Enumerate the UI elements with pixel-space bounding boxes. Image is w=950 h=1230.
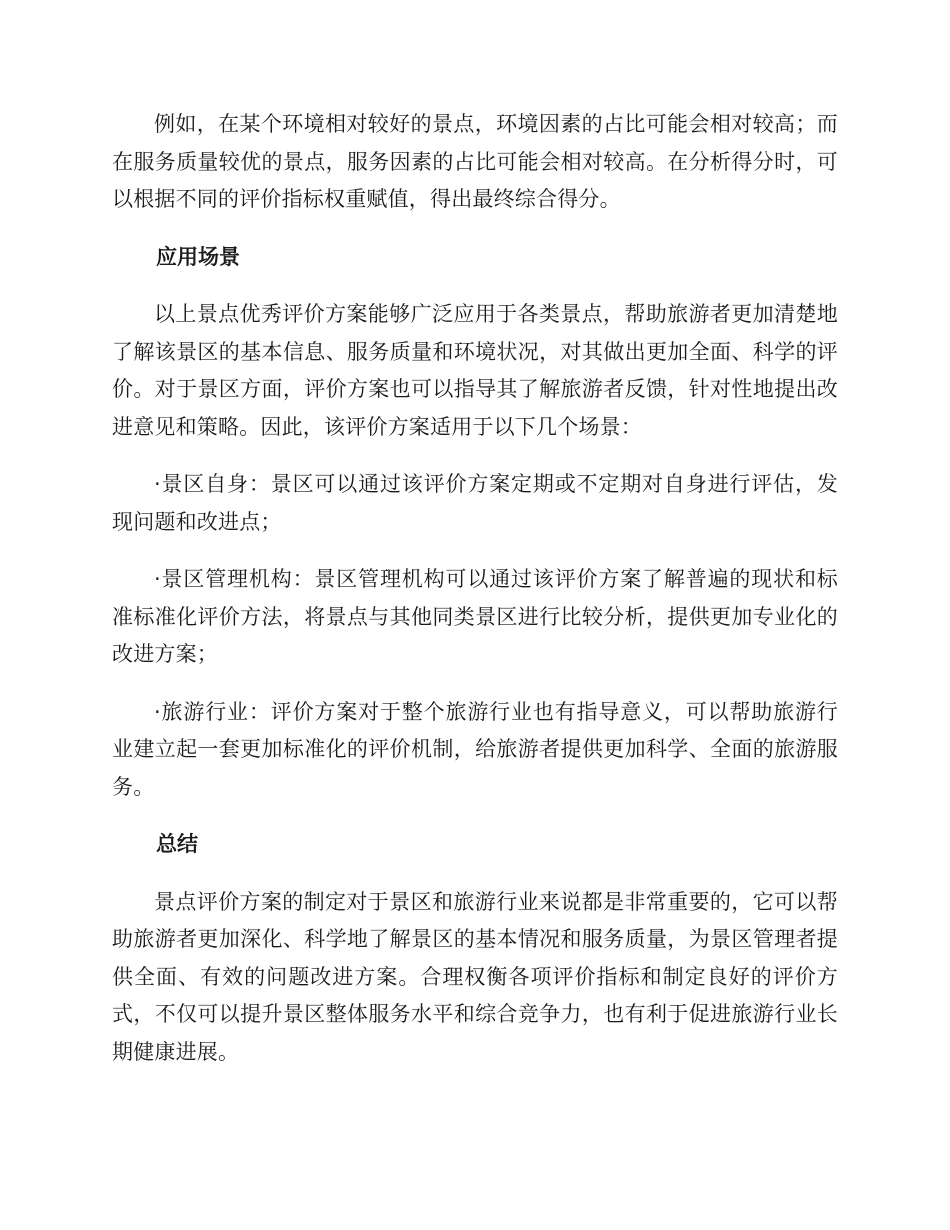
summary-paragraph: 景点评价方案的制定对于景区和旅游行业来说都是非常重要的，它可以帮助旅游者更加深化、科学地了解景区的基本情况和服务质量，为景区管理者提供全面、有效的问题改进方案。合理权衡各项评价指标和制定良好的评价方式，不仅可以提升景区整体服务水平和综合竞争力，也有利于促进旅游行业长期健康进展。 <box>112 889 838 1064</box>
list-item <box>112 694 838 807</box>
section-heading-summary: 总结 <box>156 832 198 856</box>
list-item-text: 旅游行业：评价方案对于整个旅游行业也有指导意义，可以帮助旅游行业建立起一套更加标准化的评价机制，给旅游者提供更加科学、全面的旅游服务。 <box>112 699 838 799</box>
application-paragraph: 以上景点优秀评价方案能够广泛应用于各类景点，帮助旅游者更加清楚地了解该景区的基本信息、服务质量和环境状况，对其做出更加全面、科学的评价。对于景区方面，评价方案也可以指导其了解旅游者反馈，针对性地提出改进意见和策略。因此，该评价方案适用于以下几个场景： <box>112 302 838 439</box>
intro-paragraph: 例如，在某个环境相对较好的景点，环境因素的占比可能会相对较高；而在服务质量较优的景点，服务因素的占比可能会相对较高。在分析得分时，可以根据不同的评价指标权重赋值，得出最终综合得分。 <box>112 112 838 211</box>
bullet-marker: · <box>154 699 161 724</box>
bullet-marker: · <box>154 567 161 591</box>
list-item <box>112 466 838 541</box>
list-item-text: 景区自身：景区可以通过该评价方案定期或不定期对自身进行评估，发现问题和改进点； <box>112 472 838 534</box>
list-item <box>112 561 838 674</box>
section-heading-application: 应用场景 <box>156 244 240 269</box>
bullet-marker: · <box>154 472 161 496</box>
list-item-text: 景区管理机构：景区管理机构可以通过该评价方案了解普遍的现状和标准标准化评价方法，将景点与其他同类景区进行比较分析，提供更加专业化的改进方案； <box>112 567 838 666</box>
document-page <box>112 106 838 1091</box>
